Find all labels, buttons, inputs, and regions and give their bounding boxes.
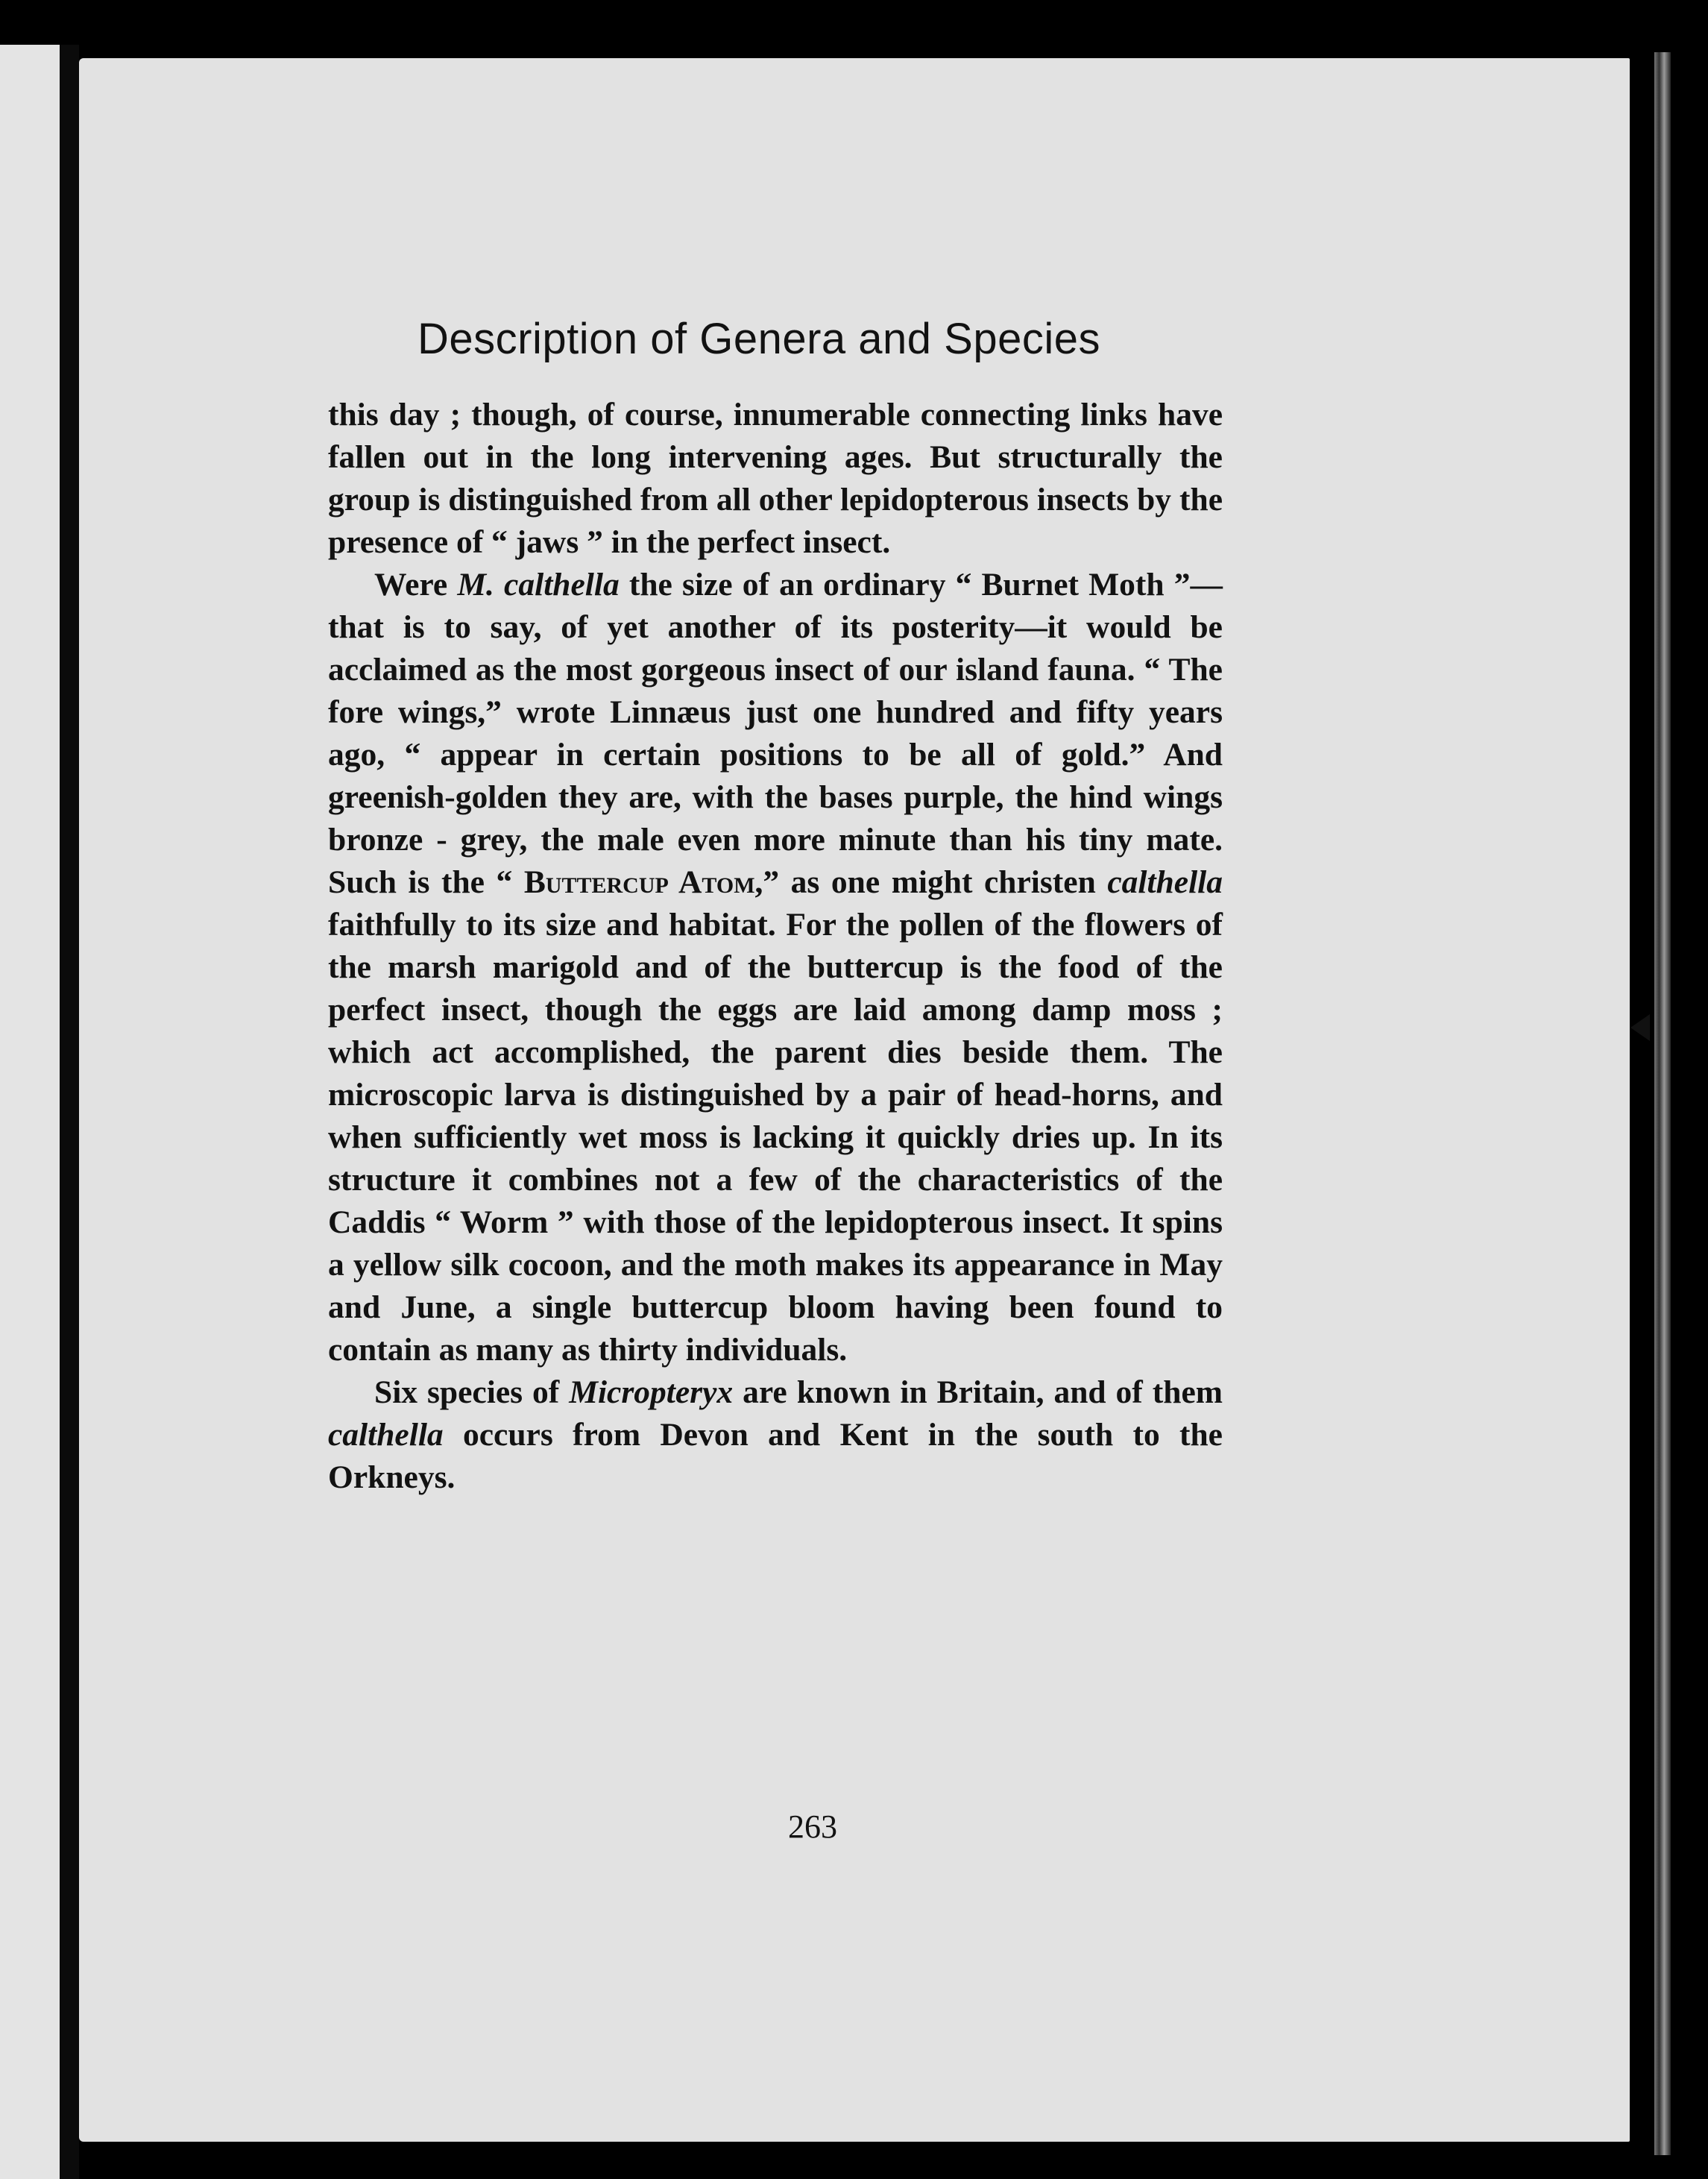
- paragraph: [328, 394, 1223, 564]
- text-run: Were: [374, 567, 458, 603]
- book-spine-shadow: [60, 45, 79, 2179]
- scan-marker-icon: [1630, 1014, 1650, 1041]
- small-caps-term: Buttercup Atom,: [523, 864, 763, 900]
- text-run: ” as one might christen: [763, 864, 1108, 900]
- page-number: 263: [788, 1808, 837, 1845]
- text-run: this day ; though, of course, innumerable connecting links have fallen out in the long intervening ages. But structurally the group is distinguished from all other lepidopterous insects by the presence of “ jaws ” in the perfect insect.: [328, 397, 1223, 560]
- text-run: Six species of: [374, 1374, 570, 1410]
- text-run: occurs from Devon and Kent in the south to the Orkneys.: [328, 1417, 1223, 1495]
- running-head: Description of Genera and Species: [417, 315, 1101, 363]
- body-text: [328, 394, 1223, 1499]
- text-run: are known in Britain, and of them: [733, 1374, 1223, 1410]
- page-stack-edge: [1654, 52, 1671, 2155]
- italic-term: calthella: [1107, 864, 1223, 900]
- text-run: faithfully to its size and habitat. For the pollen of the flowers of the marsh marigold and of the buttercup is the food of the perfect insect, though the eggs are laid among damp moss ; which act accomplished, the parent dies beside them. The microscopic larva is distinguished by a pair of head-horns, and when sufficiently wet moss is lacking it quickly dries up. In its structure it combines not a few of the characteristics of the Caddis “ Worm ” with those of the lepidopterous insect. It spins a yellow silk cocoon, and the moth makes its appearance in May and June, a single buttercup bloom having been found to contain as many as thirty individuals.: [328, 907, 1223, 1368]
- paragraph: [328, 564, 1223, 1371]
- text-run: the size of an ordinary “ Burnet Moth ”—that is to say, of yet another of its posterity—it would be acclaimed as the most gorgeous insect of our island fauna. “ The fore wings,” wrote Linnæus just one hundred and fifty years ago, “ appear in certain positions to be all of gold.” And greenish-golden they are, with the bases purple, the hind wings bronze - grey, the male even more minute than his tiny mate. Such is the “: [328, 567, 1223, 900]
- paragraph: [328, 1371, 1223, 1499]
- italic-term: M. calthella: [457, 567, 620, 603]
- facing-page-edge: [0, 45, 60, 2179]
- italic-term: Micropteryx: [569, 1374, 734, 1410]
- italic-term: calthella: [328, 1417, 444, 1453]
